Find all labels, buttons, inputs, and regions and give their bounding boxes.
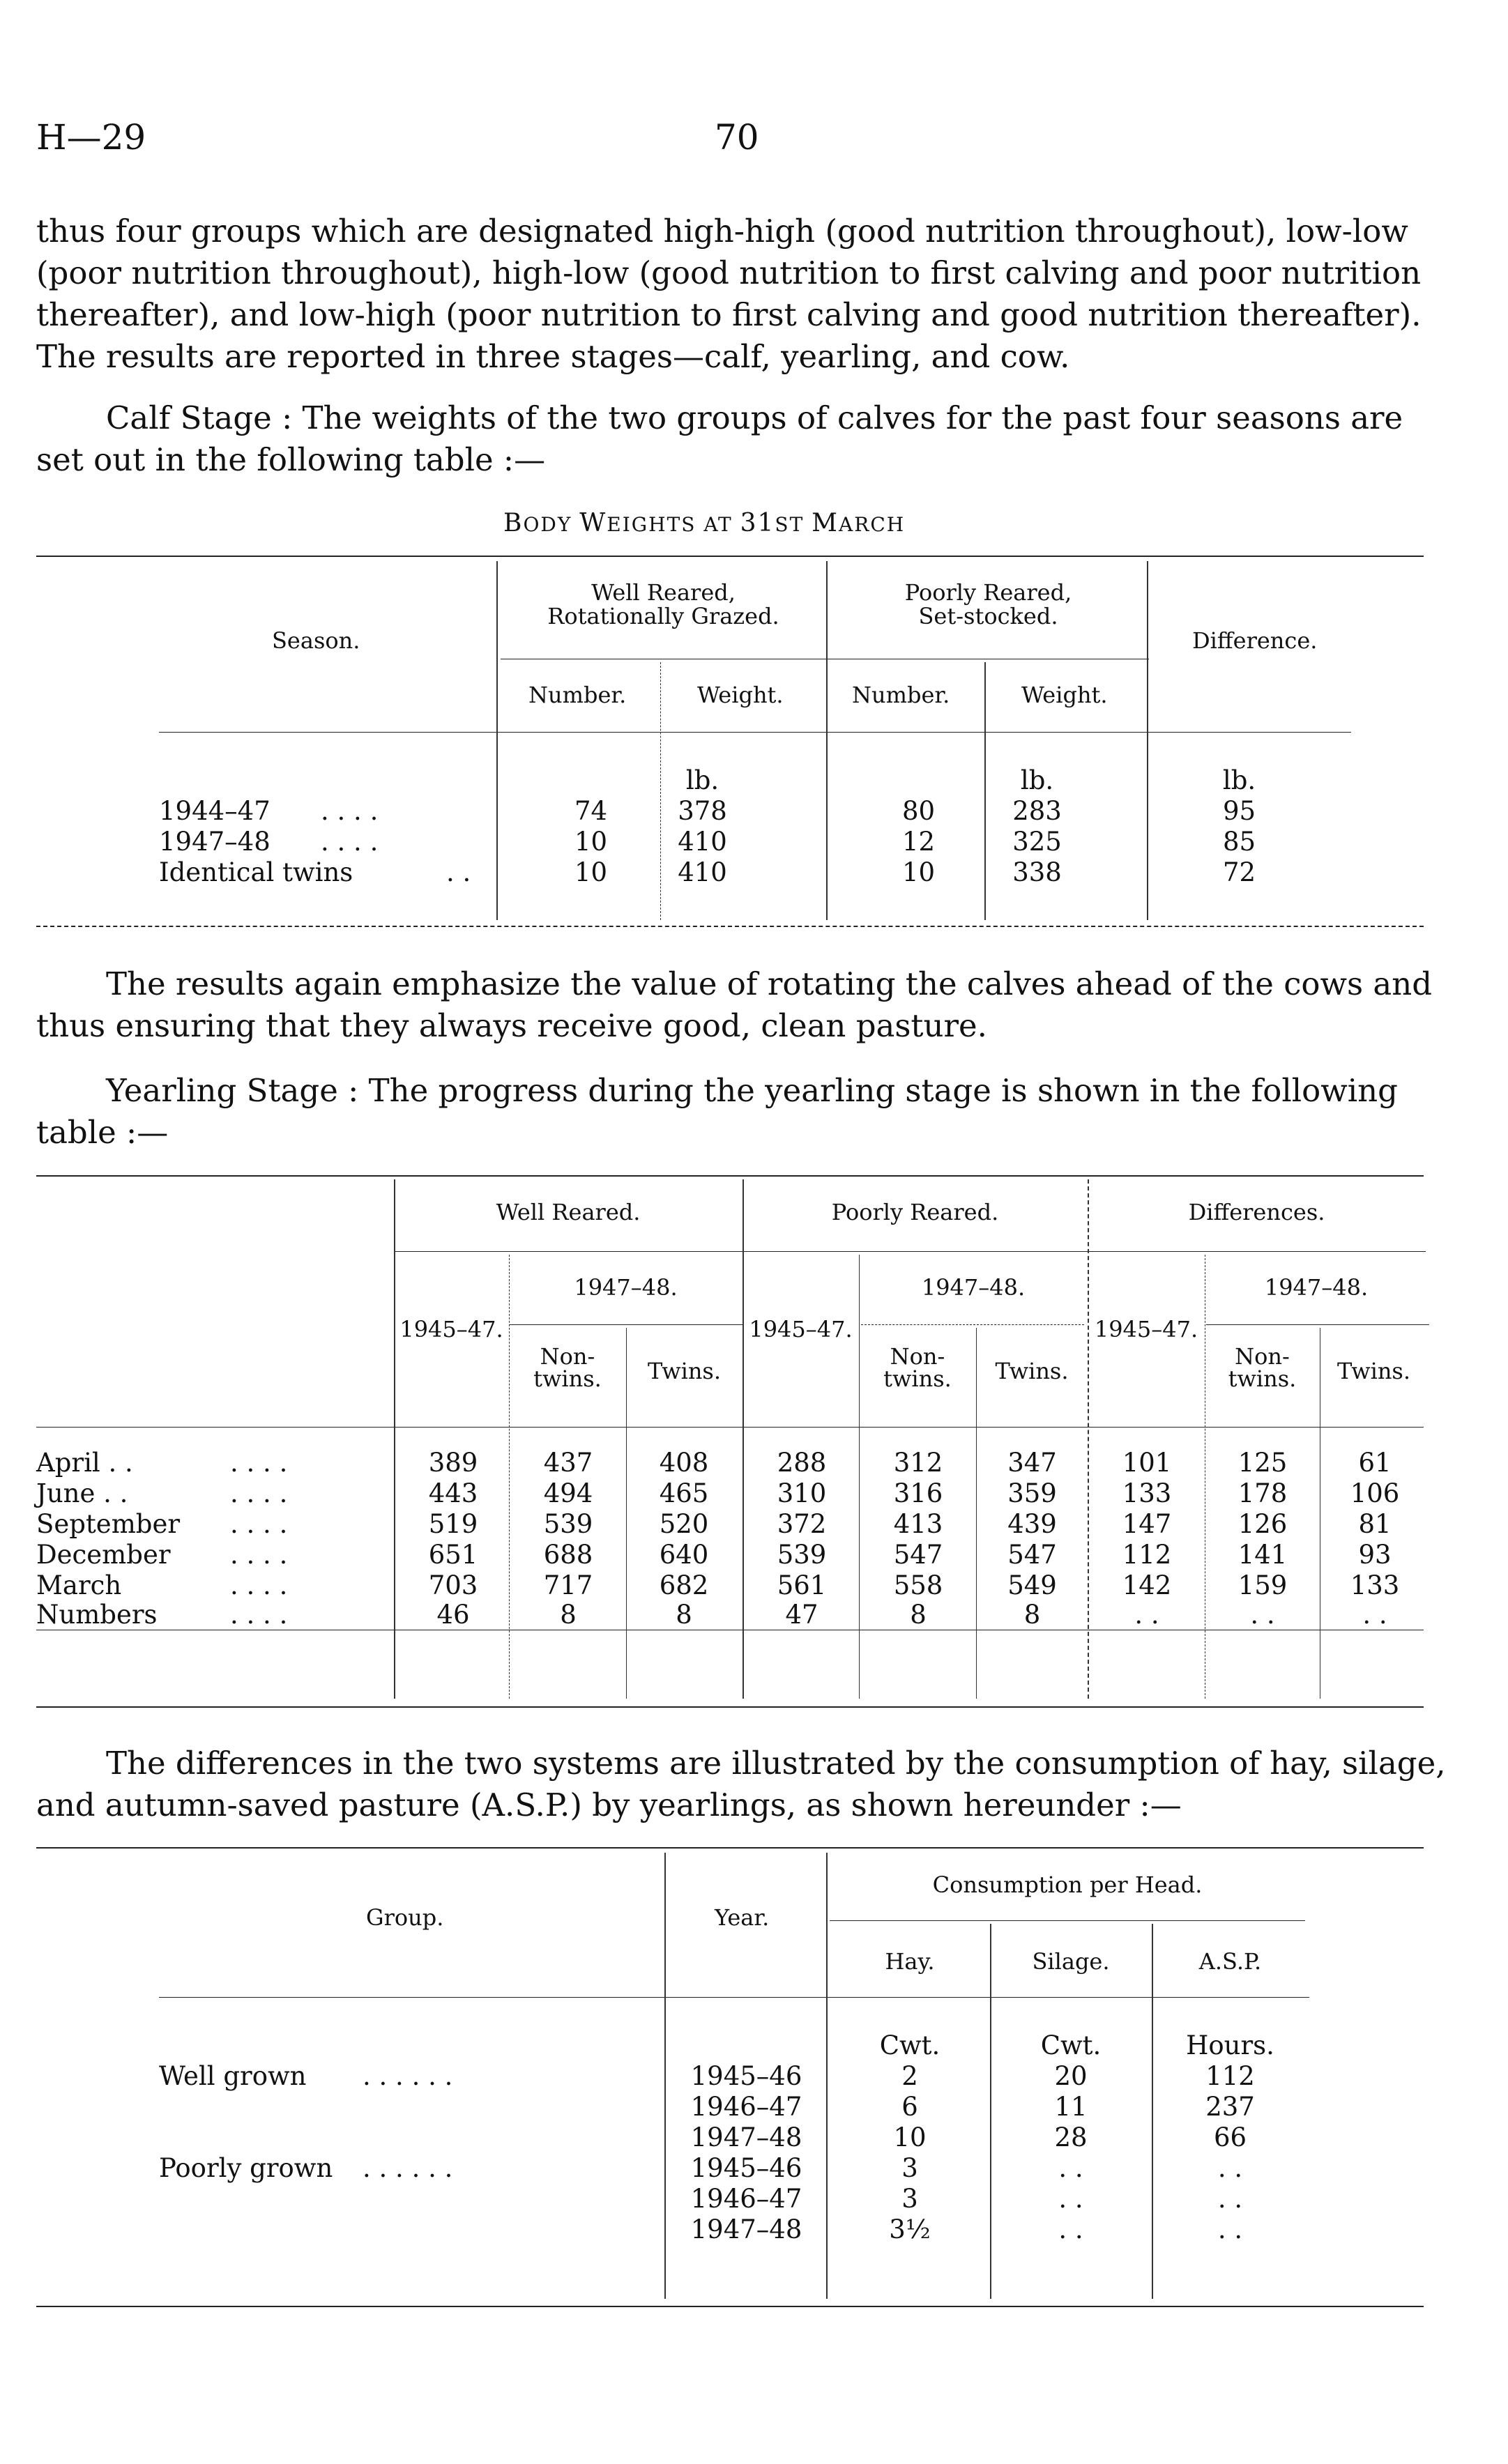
table-text: 1947–48.	[574, 1274, 678, 1301]
cell: 147	[1122, 1509, 1172, 1539]
table-text: Poorly Reared,	[904, 579, 1072, 606]
table-text: 1947–48.	[1264, 1274, 1369, 1301]
table-text: M	[812, 509, 839, 537]
month-label: April . .	[36, 1448, 133, 1478]
cell: 372	[777, 1509, 827, 1539]
cell: 549	[1007, 1570, 1057, 1600]
cell: 112	[1122, 1540, 1172, 1570]
asp-cell: 237	[1205, 2092, 1255, 2122]
year-cell: 1945–46	[690, 2061, 802, 2091]
table-text: Twins.	[1336, 1358, 1411, 1384]
cell: 378	[678, 796, 727, 826]
cell: 125	[1237, 1448, 1288, 1478]
leader-dots: . .	[446, 857, 471, 887]
table-text: Non-	[890, 1343, 945, 1370]
table-text: 1945–47.	[1094, 1316, 1198, 1342]
year-cell: 1947–48	[690, 2214, 802, 2244]
hay-cell: 3	[901, 2153, 918, 2183]
col-poorly-reared	[830, 581, 1147, 628]
table-text: Non-	[1235, 1343, 1290, 1370]
table-text: ODY	[523, 513, 580, 536]
cell: 413	[893, 1509, 943, 1539]
consumption-paragraph	[36, 1743, 1446, 1826]
cell: 72	[1222, 857, 1256, 887]
hay-cell: 10	[893, 2122, 927, 2152]
table-text: EIGHTS AT	[607, 513, 740, 536]
page-number: 70	[715, 117, 759, 158]
intro-line: thereafter), and low-high (poor nutrition to first calving and good nutrition thereafter).	[36, 296, 1422, 333]
cell: 389	[428, 1448, 478, 1478]
col-number: Number.	[528, 682, 627, 708]
cell: 717	[543, 1570, 593, 1600]
leader-dots: . . . .	[321, 827, 379, 857]
col-differences: Differences.	[1188, 1199, 1325, 1225]
cell: 10	[574, 857, 608, 887]
season-label: 1944–47	[159, 796, 271, 826]
col-number: Number.	[852, 682, 950, 708]
leader-dots: . . . .	[230, 1509, 288, 1539]
table-text: Non-	[540, 1343, 595, 1370]
table-text: Twins.	[995, 1358, 1069, 1384]
col-year: Year.	[715, 1904, 770, 1931]
cell: 133	[1350, 1570, 1400, 1600]
cell: 519	[428, 1509, 478, 1539]
cell: 703	[428, 1570, 478, 1600]
cell: 338	[1012, 857, 1062, 887]
table-text: Well Reared,	[591, 579, 736, 606]
cell: 410	[678, 827, 727, 857]
cell: 74	[574, 796, 608, 826]
table-text: thus ensuring that they always receive good, clean pasture.	[36, 1007, 987, 1044]
col-hay: Hay.	[885, 1948, 935, 1975]
cell: 688	[543, 1540, 593, 1570]
unit-lb: lb.	[1020, 765, 1054, 795]
cell: 539	[543, 1509, 593, 1539]
col-group: Group.	[366, 1904, 444, 1931]
cell: 316	[893, 1478, 943, 1508]
intro-paragraph	[36, 211, 1434, 378]
silage-cell: 11	[1054, 2092, 1088, 2122]
leader-dots: . . . .	[230, 1478, 288, 1508]
asp-cell: . .	[1217, 2184, 1243, 2214]
cell: 558	[893, 1570, 943, 1600]
cell: 682	[659, 1570, 709, 1600]
cell: 80	[901, 796, 936, 826]
cell: 312	[893, 1448, 943, 1478]
year-cell: 1946–47	[690, 2092, 802, 2122]
cell: 8	[676, 1600, 692, 1630]
leader-dots: . . . . . .	[363, 2153, 453, 2183]
col-well-reared	[501, 581, 826, 628]
cell: 437	[543, 1448, 593, 1478]
hay-cell: 2	[901, 2061, 918, 2091]
table-text: Yearling Stage : The progress during the yearling stage is shown in the following	[106, 1072, 1398, 1109]
table-text: B	[503, 509, 524, 537]
leader-dots: . . . .	[230, 1600, 288, 1630]
table-text: and autumn-saved pasture (A.S.P.) by yearlings, as shown hereunder :—	[36, 1786, 1182, 1823]
cell: 347	[1007, 1448, 1057, 1478]
group-label: Poorly grown	[159, 2153, 333, 2183]
document-reference: H—29	[36, 117, 146, 158]
col-asp: A.S.P.	[1198, 1948, 1262, 1975]
cell: 651	[428, 1540, 478, 1570]
month-label: June . .	[36, 1478, 128, 1508]
table-text: 1945–47.	[749, 1316, 853, 1342]
results-paragraph	[36, 963, 1434, 1047]
cell: 10	[574, 827, 608, 857]
table-text: ARCH	[839, 513, 906, 536]
table-text: ST	[775, 513, 812, 536]
season-label: Identical twins	[159, 857, 353, 887]
asp-cell: . .	[1217, 2153, 1243, 2183]
cell: 408	[659, 1448, 709, 1478]
silage-cell: . .	[1058, 2153, 1083, 2183]
col-silage: Silage.	[1032, 1948, 1110, 1975]
cell: 81	[1358, 1509, 1392, 1539]
cell: 547	[893, 1540, 943, 1570]
cell: 106	[1350, 1478, 1400, 1508]
asp-cell: . .	[1217, 2214, 1243, 2244]
col-consumption: Consumption per Head.	[932, 1872, 1203, 1898]
cell: 10	[901, 857, 936, 887]
year-cell: 1946–47	[690, 2184, 802, 2214]
year-cell: 1945–46	[690, 2153, 802, 2183]
hay-cell: 3½	[889, 2214, 931, 2244]
col-weight: Weight.	[697, 682, 784, 708]
season-label: 1947–48	[159, 827, 271, 857]
cell: 101	[1122, 1448, 1172, 1478]
cell: 310	[777, 1478, 827, 1508]
cell: 410	[678, 857, 727, 887]
silage-cell: . .	[1058, 2184, 1083, 2214]
leader-dots: . . . . . .	[363, 2061, 453, 2091]
cell: 47	[785, 1600, 818, 1630]
cell: 443	[428, 1478, 478, 1508]
calf-stage-paragraph	[36, 397, 1434, 481]
cell: 640	[659, 1540, 709, 1570]
cell: . .	[1250, 1600, 1275, 1630]
col-difference: Difference.	[1192, 627, 1318, 654]
table-caption	[503, 509, 905, 537]
cell: 8	[910, 1600, 927, 1630]
cell: 126	[1237, 1509, 1288, 1539]
group-label: Well grown	[159, 2061, 307, 2091]
cell: 539	[777, 1540, 827, 1570]
month-label: September	[36, 1509, 181, 1539]
hay-cell: 6	[901, 2092, 918, 2122]
asp-cell: 112	[1205, 2061, 1255, 2091]
col-well-reared: Well Reared.	[496, 1199, 641, 1225]
intro-line: (poor nutrition throughout), high-low (good nutrition to first calving and poor nutrition	[36, 254, 1422, 291]
col-season: Season.	[272, 627, 360, 654]
table-text: W	[579, 509, 607, 537]
yearling-stage-paragraph	[36, 1070, 1434, 1154]
cell: 95	[1222, 796, 1256, 826]
cell: 159	[1237, 1570, 1288, 1600]
table-text: 31	[740, 509, 775, 537]
table-text: twins.	[533, 1365, 602, 1392]
table-text: twins.	[883, 1365, 952, 1392]
cell: . .	[1134, 1600, 1159, 1630]
silage-cell: 20	[1054, 2061, 1088, 2091]
table-text: Cwt.	[1040, 2030, 1102, 2060]
unit-lb: lb.	[1222, 765, 1256, 795]
asp-cell: 66	[1213, 2122, 1247, 2152]
table-text: table :—	[36, 1114, 169, 1151]
table-text: Set-stocked.	[918, 603, 1058, 629]
cell: 520	[659, 1509, 709, 1539]
cell: 325	[1012, 827, 1062, 857]
cell: 494	[543, 1478, 593, 1508]
cell: 561	[777, 1570, 827, 1600]
year-cell: 1947–48	[690, 2122, 802, 2152]
cell: 142	[1122, 1570, 1172, 1600]
cell: 465	[659, 1478, 709, 1508]
cell: 359	[1007, 1478, 1057, 1508]
table-text: 1945–47.	[399, 1316, 503, 1342]
cell: 8	[1023, 1600, 1041, 1630]
intro-line: thus four groups which are designated high-high (good nutrition throughout), low-low	[36, 213, 1408, 250]
table-text: Rotationally Grazed.	[547, 603, 779, 629]
cell: 133	[1122, 1478, 1172, 1508]
cell: 93	[1358, 1540, 1392, 1570]
cell: 547	[1007, 1540, 1057, 1570]
silage-cell: . .	[1058, 2214, 1083, 2244]
cell: 85	[1222, 827, 1256, 857]
table-text: twins.	[1228, 1365, 1297, 1392]
leader-dots: . . . .	[230, 1570, 288, 1600]
leader-dots: . . . .	[321, 796, 379, 826]
table-text: The results again emphasize the value of rotating the calves ahead of the cows and	[106, 965, 1433, 1002]
cell: . .	[1362, 1600, 1387, 1630]
table-text: Cwt.	[879, 2030, 940, 2060]
intro-line: The results are reported in three stages—calf, yearling, and cow.	[36, 338, 1070, 375]
calf-line: Calf Stage : The weights of the two groups of calves for the past four seasons are	[106, 399, 1403, 436]
calf-line: set out in the following table :—	[36, 441, 546, 478]
leader-dots: . . . .	[230, 1540, 288, 1570]
leader-dots: . . . .	[230, 1448, 288, 1478]
hay-cell: 3	[901, 2184, 918, 2214]
cell: 61	[1358, 1448, 1392, 1478]
cell: 141	[1237, 1540, 1288, 1570]
table-text: The differences in the two systems are illustrated by the consumption of hay, silage,	[106, 1745, 1446, 1782]
silage-cell: 28	[1054, 2122, 1088, 2152]
cell: 46	[436, 1600, 470, 1630]
month-label: December	[36, 1540, 171, 1570]
numbers-label: Numbers	[36, 1600, 158, 1630]
cell: 8	[560, 1600, 577, 1630]
cell: 288	[777, 1448, 827, 1478]
col-poorly-reared: Poorly Reared.	[831, 1199, 999, 1225]
table-text: Hours.	[1186, 2030, 1274, 2060]
cell: 439	[1007, 1509, 1057, 1539]
col-weight: Weight.	[1021, 682, 1108, 708]
table-text: 1947–48.	[921, 1274, 1026, 1301]
month-label: March	[36, 1570, 122, 1600]
cell: 12	[901, 827, 936, 857]
cell: 178	[1237, 1478, 1288, 1508]
table-text: Twins.	[647, 1358, 722, 1384]
unit-lb: lb.	[685, 765, 719, 795]
cell: 283	[1012, 796, 1062, 826]
